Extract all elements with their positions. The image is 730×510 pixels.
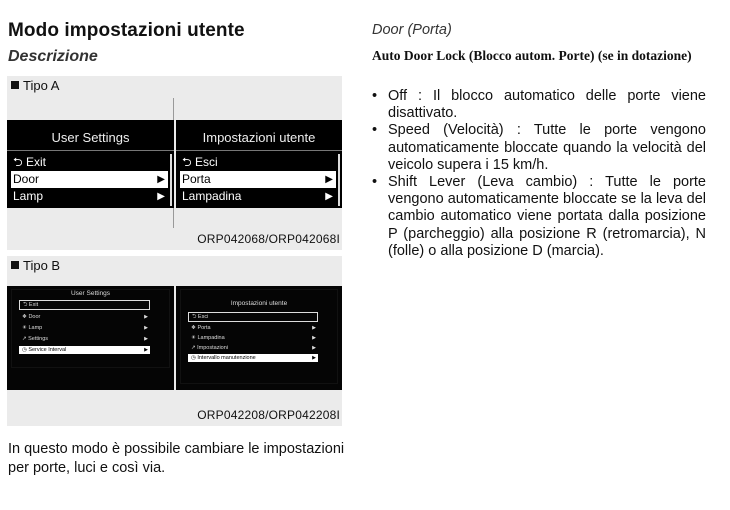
menu-item-service-interval[interactable]: ◷ Intervallo manutenzione ▶ (188, 354, 318, 362)
image-code: ORP042208/ORP042208I (197, 408, 340, 422)
menu-item-lamp[interactable]: ☀ Lampadina ▶ (191, 335, 316, 341)
tipo-a-panel (7, 76, 342, 250)
menu-item-lamp[interactable]: ☀ Lamp ▶ (22, 325, 148, 331)
tipo-a-label: Tipo A (11, 78, 59, 93)
body-paragraph: In questo modo è possibile cambiare le impostazioni per porte, luci e così via. (8, 441, 345, 476)
tipo-b-panel (7, 256, 342, 426)
screen-title: Impostazioni utente (230, 300, 288, 307)
arrow-right-icon: ▶ (144, 314, 148, 320)
menu-item-exit[interactable]: ⮌ Exit (19, 300, 150, 310)
tipo-b-screen-italian (176, 286, 342, 390)
menu-item-settings[interactable]: ↗ Impostazioni ▶ (191, 345, 316, 351)
menu-item-lamp[interactable]: Lamp ▶ (13, 189, 165, 203)
menu-item-exit[interactable]: ⮌ Esci (188, 312, 318, 322)
menu-item-door[interactable]: ❖ Door ▶ (22, 314, 148, 320)
screen-title: User Settings (51, 130, 130, 145)
tipo-a-screen-english (7, 120, 174, 208)
screen-title: User Settings (70, 290, 111, 297)
menu-item-door[interactable]: Porta ▶ (180, 171, 336, 188)
divider (173, 98, 174, 120)
page-title: Modo impostazioni utente (8, 20, 245, 41)
menu-item-lamp[interactable]: Lampadina ▶ (182, 189, 333, 203)
arrow-right-icon: ▶ (312, 345, 316, 351)
menu-item-exit[interactable]: ⮌ Exit (13, 155, 46, 169)
menu-item-settings[interactable]: ↗ Settings ▶ (22, 336, 148, 342)
door-options-list (370, 88, 706, 260)
divider (176, 150, 342, 151)
menu-item-door[interactable]: ❖ Porta ▶ (191, 325, 316, 331)
arrow-right-icon: ▶ (144, 336, 148, 342)
section-subtitle: Descrizione (8, 48, 98, 65)
auto-door-lock-heading: Auto Door Lock (Blocco autom. Porte) (se in dotazione) (372, 48, 692, 63)
menu-item-service-interval[interactable]: ◷ Service Interval ▶ (19, 346, 150, 354)
scrollbar[interactable] (338, 154, 340, 206)
scrollbar[interactable] (170, 154, 172, 206)
door-section-title: Door (Porta) (372, 22, 452, 38)
arrow-right-icon: ▶ (312, 325, 316, 331)
arrow-right-icon: ▶ (312, 335, 316, 341)
arrow-right-icon: ▶ (325, 174, 333, 185)
image-code: ORP042068/ORP042068I (197, 232, 340, 246)
arrow-right-icon: ▶ (325, 191, 333, 202)
arrow-right-icon: ▶ (157, 174, 165, 185)
tipo-a-screen-italian (176, 120, 342, 208)
menu-item-door[interactable]: Door ▶ (11, 171, 168, 188)
arrow-right-icon: ▶ (144, 325, 148, 331)
square-bullet-icon (11, 81, 19, 89)
square-bullet-icon (11, 261, 19, 269)
tipo-b-screen-english (7, 286, 174, 390)
tipo-b-label: Tipo B (11, 258, 60, 273)
menu-item-exit[interactable]: ⮌ Esci (182, 155, 218, 169)
divider (173, 208, 174, 228)
arrow-right-icon: ▶ (157, 191, 165, 202)
arrow-right-icon: ▶ (144, 347, 148, 353)
list-item: • Shift Lever (Leva cambio) : Tutte le porte vengono automaticamente bloccate se la leva del cambio automatico viene portata dalla posizione P (parcheggio) alla posizione R (retromarcia), N (folle) o alla posizione D (marcia). (370, 174, 706, 260)
list-item: • Speed (Velocità) : Tutte le porte vengono automaticamente bloccate quando la velocità del veicolo supera i 15 km/h. (370, 122, 706, 174)
screen-title: Impostazioni utente (202, 130, 316, 145)
divider (7, 150, 174, 151)
list-item: • Off : Il blocco automatico delle porte viene disattivato. (370, 88, 706, 122)
arrow-right-icon: ▶ (312, 355, 316, 361)
